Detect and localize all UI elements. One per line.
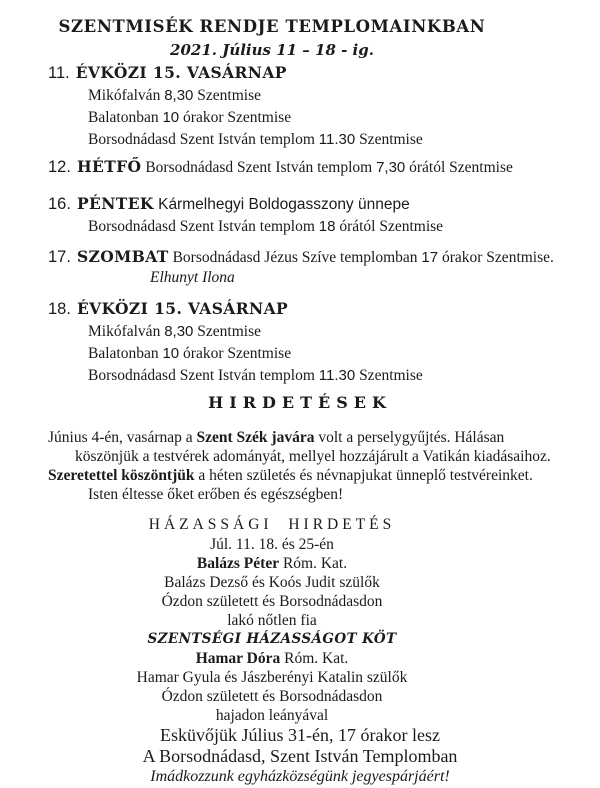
mass-line: [88, 216, 600, 238]
day-name: SZOMBAT: [76, 247, 169, 266]
mass-time: 11.30: [318, 367, 356, 384]
mass-line: [88, 129, 600, 151]
mass-label: órakor Szentmise: [179, 345, 292, 362]
marriage-heading: HÁZASSÁGI HIRDETÉS: [148, 516, 396, 533]
day-heading-monday-12: [48, 156, 600, 179]
bride-birthplace: Ózdon született és Borsodnádasdon: [161, 688, 383, 705]
mass-place: Mikófalván: [88, 323, 165, 340]
mass-label: órakor Szentmise.: [438, 249, 554, 266]
mass-label: Szentmise: [193, 87, 261, 104]
bride-line: [0, 649, 544, 668]
schedule-section: [0, 62, 600, 387]
text-segment: köszönjük a testvérek adományát, mellyel hozzájárult a Vatikán kiadásaihoz.: [75, 448, 551, 465]
memorial-note: Elhunyt Ilona: [150, 269, 235, 286]
announcement-paragraph-line: [88, 485, 600, 504]
bride-name: Hamar Dóra: [195, 650, 281, 667]
mass-label: órától Szentmise: [405, 159, 513, 176]
text-segment: a héten születés és névnapjukat ünneplő testvéreinket.: [194, 467, 533, 484]
groom-line: [0, 554, 544, 573]
text-segment: Isten éltesse őket erőben és egészségben!: [88, 486, 344, 503]
mass-label: Szentmise: [193, 323, 261, 340]
mass-time: 10: [162, 345, 180, 362]
day-heading-saturday-17: [48, 246, 600, 269]
text-segment: Június 4-én, vasárnap a: [48, 429, 197, 446]
mass-label: Szentmise: [355, 131, 423, 148]
feast-name: Kármelhegyi Boldogasszony ünnepe: [153, 196, 410, 213]
groom-religion: Róm. Kat.: [279, 555, 348, 572]
mass-time: 7,30: [376, 159, 406, 176]
day-name: ÉVKÖZI 15. VASÁRNAP: [76, 299, 289, 318]
announcement-paragraph-line: [48, 466, 600, 485]
wedding-place-line: A Borsodnádasd, Szent István Templomban: [142, 746, 458, 766]
groom-birthplace: Ózdon született és Borsodnádasdon: [161, 593, 383, 610]
text-segment: volt a perselygyűjtés. Hálásan: [314, 429, 505, 446]
mass-place: Borsodnádasd Jézus Szíve templomban: [168, 249, 422, 266]
header: [0, 16, 600, 62]
announcements-heading: HIRDETÉSEK: [208, 393, 392, 412]
mass-place: Borsodnádasd Szent István templom: [141, 159, 377, 176]
day-number: 18.: [48, 300, 71, 318]
mass-label: Szentmise: [355, 367, 423, 384]
prayer-line: Imádkozzunk egyházközségünk jegyespárjáért!: [150, 768, 450, 785]
mass-place: Borsodnádasd Szent István templom: [88, 218, 319, 235]
bride-parents: Hamar Gyula és Jászberényi Katalin szülők: [136, 669, 408, 686]
day-name: HÉTFŐ: [76, 157, 142, 176]
bold-segment: Szent Szék javára: [196, 429, 315, 446]
mass-time: 8,30: [164, 87, 194, 104]
mass-place: Mikófalván: [88, 87, 165, 104]
wedding-date-line: Esküvőjük Július 31-én, 17 órakor lesz: [160, 725, 440, 745]
groom-status: lakó nőtlen fia: [227, 612, 317, 629]
mass-line: [88, 321, 600, 343]
sacrament-line: SZENTSÉGI HÁZASSÁGOT KÖT: [147, 631, 397, 647]
mass-time: 10: [162, 109, 180, 126]
day-number: 11.: [48, 64, 70, 82]
day-name: ÉVKÖZI 15. VASÁRNAP: [75, 63, 287, 82]
groom-parents: Balázs Dezső és Koós Judit szülők: [164, 574, 380, 591]
mass-place: Borsodnádasd Szent István templom: [88, 131, 319, 148]
day-name: PÉNTEK: [76, 194, 154, 213]
marriage-dates: Júl. 11. 18. és 25-én: [210, 536, 334, 553]
mass-place: Balatonban: [88, 109, 163, 126]
mass-line: [88, 365, 600, 387]
mass-time: 8,30: [164, 323, 194, 340]
bride-religion: Róm. Kat.: [280, 650, 349, 667]
announcement-paragraph-line: [75, 447, 600, 466]
date-range: 2021. Július 11 – 18 - ig.: [170, 41, 374, 59]
mass-time: 11.30: [318, 131, 356, 148]
mass-time: 18: [318, 218, 336, 235]
groom-name: Balázs Péter: [196, 555, 280, 572]
mass-label: órától Szentmise: [335, 218, 444, 235]
mass-place: Borsodnádasd Szent István templom: [88, 367, 319, 384]
announcements-section: [0, 391, 600, 504]
mass-line: [88, 343, 600, 365]
day-heading-sunday-18: [48, 298, 600, 321]
mass-line: [88, 85, 600, 107]
mass-label: órakor Szentmise: [179, 109, 292, 126]
day-number: 16.: [48, 195, 71, 213]
day-number: 17.: [48, 248, 71, 266]
announcement-paragraph-line: [48, 428, 600, 447]
mass-line: [88, 107, 600, 129]
day-number: 12.: [48, 158, 71, 176]
day-heading-sunday-11: [48, 62, 600, 85]
bold-segment: Szeretettel köszöntjük: [48, 467, 195, 484]
marriage-section: [0, 514, 600, 786]
page-title: SZENTMISÉK RENDJE TEMPLOMAINKBAN: [58, 17, 486, 36]
day-heading-friday-16: [48, 193, 600, 216]
bride-status: hajadon leányával: [215, 707, 329, 724]
mass-time: 17: [421, 249, 439, 266]
mass-place: Balatonban: [88, 345, 163, 362]
